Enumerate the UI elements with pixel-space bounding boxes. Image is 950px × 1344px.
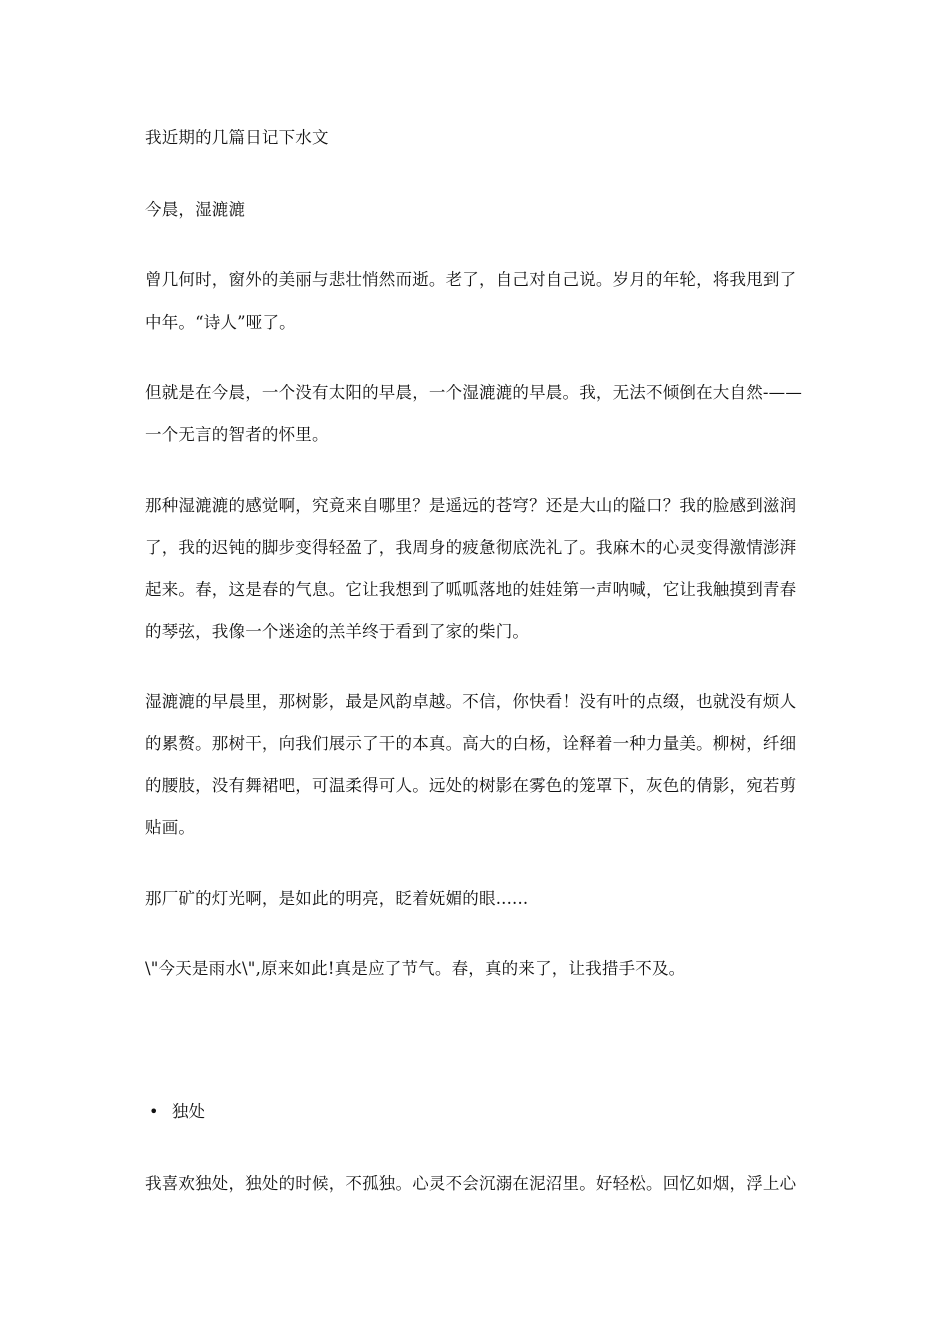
paragraph-3-line-2: 了，我的迟钝的脚步变得轻盈了，我周身的疲惫彻底洗礼了。我麻木的心灵变得激情澎湃: [145, 538, 797, 557]
paragraph-3-line-4: 的琴弦，我像一个迷途的羔羊终于看到了家的柴门。: [145, 622, 530, 641]
paragraph-4-line-1: 湿漉漉的早晨里，那树影，最是风韵卓越。不信，你快看！没有叶的点缀，也就没有烦人: [145, 692, 797, 711]
diary-title-morning: 今晨，湿漉漉: [145, 200, 246, 219]
paragraph-3-line-3: 起来。春，这是春的气息。它让我想到了呱呱落地的娃娃第一声呐喊，它让我触摸到青春: [145, 580, 797, 599]
bullet-marker: •: [149, 1102, 159, 1121]
paragraph-5: 那厂矿的灯光啊，是如此的明亮，眨着妩媚的眼......: [145, 889, 529, 908]
paragraph-1-line-2: 中年。“诗人”哑了。: [145, 313, 296, 332]
paragraph-4-line-3: 的腰肢，没有舞裙吧，可温柔得可人。远处的树影在雾色的笼罩下，灰色的倩影，宛若剪: [145, 776, 797, 795]
paragraph-7-line-1: 我喜欢独处，独处的时候，不孤独。心灵不会沉溺在泥沼里。好轻松。回忆如烟，浮上心: [145, 1174, 797, 1193]
document-title: 我近期的几篇日记下水文: [145, 128, 329, 147]
section-heading-solitude: 独处: [172, 1102, 205, 1121]
paragraph-2-line-2: 一个无言的智者的怀里。: [145, 425, 329, 444]
paragraph-6: \"今天是雨水\",原来如此!真是应了节气。春，真的来了，让我措手不及。: [145, 959, 686, 978]
paragraph-4-line-4: 贴画。: [145, 818, 196, 837]
paragraph-4-line-2: 的累赘。那树干，向我们展示了干的本真。高大的白杨，诠释着一种力量美。柳树，纤细: [145, 734, 797, 753]
paragraph-3-line-1: 那种湿漉漉的感觉啊，究竟来自哪里？是遥远的苍穹？还是大山的隘口？我的脸感到滋润: [145, 496, 797, 515]
paragraph-1-line-1: 曾几何时，窗外的美丽与悲壮悄然而逝。老了，自己对自己说。岁月的年轮，将我甩到了: [145, 270, 797, 289]
paragraph-2-line-1: 但就是在今晨，一个没有太阳的早晨，一个湿漉漉的早晨。我，无法不倾倒在大自然-——: [145, 383, 803, 402]
